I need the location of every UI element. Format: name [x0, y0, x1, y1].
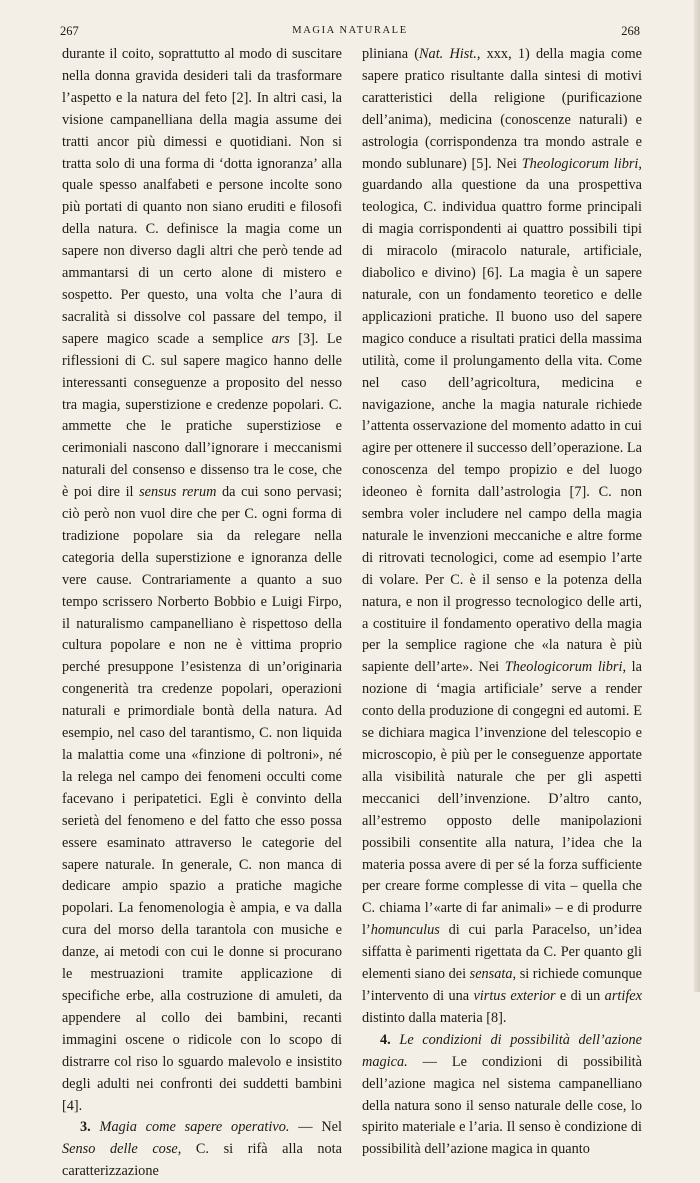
text-run: , C. si rifà alla nota caratterizzazione	[62, 1141, 342, 1180]
section-title: Le condizioni di possibilità dell’azione magica.	[362, 1031, 643, 1070]
page-number-left: 267	[60, 24, 79, 38]
text-run: , guardando alla questione da una prospettiva teologica, C. individua quattro forme principali di magia corrispondenti ai quattro possibili tipi di miracolo (miracolo naturale, artificiale, diabolico e divino) [6]. La magia è un sapere naturale, con un fondamento teoretico e delle applicazioni pratiche. Il buono uso del sapere magico conduce a risultati pratici della massima utilità, come il prolungamento della vita. Come nel caso dell’agricoltura, medicina e navigazione, anche la magia naturale richiede l’attenta osservazione del momento adatto in cui agire per ottenere il successo dell’operazione. La conoscenza del tempo propizio e del luogo ideoneo è fornita dall’astrologia [7]. C. non sembra voler includere nel campo della magia naturale le invenzioni meccaniche e altre forme di ritrovati tecnologici, come ad esempio l’arte di volare. Per C. è il senso e la potenza della natura, e non il progresso tecnologico delle arti, a costituire il fondamento operativo della magia per la semplice ragione che «la natura è più sapiente dell’arte». Nei	[362, 155, 642, 676]
text-run: , xxx, 1) della magia come sapere pratico risultante dalla sintesi di motivi caratteristici della religione (purificazione dell’anima), medicina (conoscenze naturali) e astrologia (corrispondenza tra mondo astrale e mondo sublunare) [5]. Nei	[362, 46, 643, 172]
right-paragraph	[362, 44, 642, 1030]
right-column	[362, 44, 642, 1161]
text-run: pliniana (	[362, 46, 420, 62]
section-3-paragraph	[62, 1117, 342, 1183]
italic-term: Senso delle cose	[62, 1141, 178, 1158]
text-run: , si richiede comunque l’intervento di una	[362, 966, 642, 1004]
section-4-paragraph	[362, 1030, 642, 1161]
italic-term: Nat. Hist.	[419, 46, 477, 62]
section-title: Magia come sapere operativo.	[99, 1119, 290, 1136]
text-run: — Le condizioni di possibilità dell’azione magica nel sistema campanelliano della natura sono il senso naturale delle cose, lo spirito materiale e l’aria. Il senso è condizione di possibilità dell’azione magica in quanto	[362, 1053, 642, 1158]
italic-term: sensus rerum	[139, 484, 217, 501]
italic-term: ars	[271, 330, 290, 347]
italic-term: virtus exterior	[473, 987, 556, 1004]
text-run: — Nel	[289, 1119, 342, 1136]
page-number-right: 268	[621, 24, 640, 38]
text-run: , la nozione di ‘magia artificiale’ serve a render conto della produzione di congegni ed automi. E se dichiara magica l’invenzione del telescopio e microscopio, è più per le conseguenze apportate alla visibilità naturale che per gli aspetti meccanici dell’invenzione. D’altro canto, all’estremo opposto delle manipolazioni possibili consentite alla natura, l’idea che la materia possa avere di per sé la forza sufficiente per creare forme complesse di vita – quella che C. chiama l’«arte di far animali» – e di produrre l’	[362, 659, 642, 939]
page-edge-shadow	[694, 0, 700, 992]
italic-term: sensata	[469, 966, 513, 983]
italic-term: artifex	[604, 987, 642, 1004]
left-paragraph	[62, 44, 342, 1117]
section-number: 4.	[380, 1031, 391, 1048]
text-run: da cui sono pervasi; ciò però non vuol dire che per C. ogni forma di tradizione popolare sia da relegare nella categoria della superstizione e ignoranza delle vere cause. Contrariamente a quanto a suo tempo scrissero Norberto Bobbio e Luigi Firpo, il naturalismo campanelliano è rispettoso della cultura popolare e non ne è vittima proprio perché presuppone l’esistenza di un’originaria congenerità tra credenze popolari, operazioni naturali e primordiale bontà della natura. Ad esempio, nel caso del tarantismo, C. non liquida la malattia come una «finzione di poltroni», né la relega nel campo dei fenomeni occulti come facevano i peripatetici. Egli è convinto della serietà del fenomeno e del fatto che esso possa essere esaminato attraverso le categorie del sapere naturale. In generale, C. non manca di dedicare ampio spazio a pratiche magiche popolari. La fenomenologia è ampia, e va dalla cura del morso della tarantola con musiche e danze, ai metodi con cui le donne si procurano le mestruazioni tramite applicazione di specifiche erbe, alla costruzione di amuleti, da appendere al collo dei bambini, recanti immagini oscene o ridicole con lo scopo di distrarre col riso lo sguardo malevolo e insistito degli adulti nei confronti dei suddetti bambini [4].	[62, 484, 342, 1114]
text-run: durante il coito, soprattutto al modo di suscitare nella donna gravida desideri tali da trasformare l’aspetto e la natura del feto [2]. In altri casi, la visione campanelliana della magia assume dei tratti ancor più dimessi e quotidiani. Non si tratta solo di una forma di ‘dotta ignoranza’ alla quale spesso analfabeti e persone incolte sono più portati di quanto non siano eruditi e filosofi della natura. C. definisce la magia come un sapere non diverso dagli altri che però tende ad ammantarsi di un certo alone di mistero e sospetto. Per questo, una volta che l’aura di sacralità si dissolve col passare del tempo, il sapere magico scade a semplice	[62, 46, 342, 347]
page-header	[60, 22, 640, 42]
text-run: [3]. Le riflessioni di C. sul sapere magico hanno delle interessanti conseguenze a proposito del nesso tra magia, superstizione e credenze popolari. C. ammette che le pratiche superstiziose e cerimoniali nascono dall’ignorare i meccanismi naturali del consenso e dissenso tra le cose, che è poi dire il	[62, 330, 342, 501]
italic-term: homunculus	[370, 922, 440, 939]
section-number: 3.	[80, 1119, 91, 1136]
text-run: e di un	[555, 987, 605, 1004]
italic-term: Theologicorum libri	[521, 155, 639, 172]
running-title: MAGIA NATURALE	[292, 25, 408, 36]
text-run: distinto dalla materia [8].	[362, 1009, 507, 1026]
left-column	[62, 44, 342, 1183]
italic-term: Theologicorum libri	[504, 659, 623, 676]
text-run: di cui parla Paracelso, un’idea siffatta è parimenti rigettata da C. Per quanto gli elementi siano dei	[362, 922, 642, 983]
